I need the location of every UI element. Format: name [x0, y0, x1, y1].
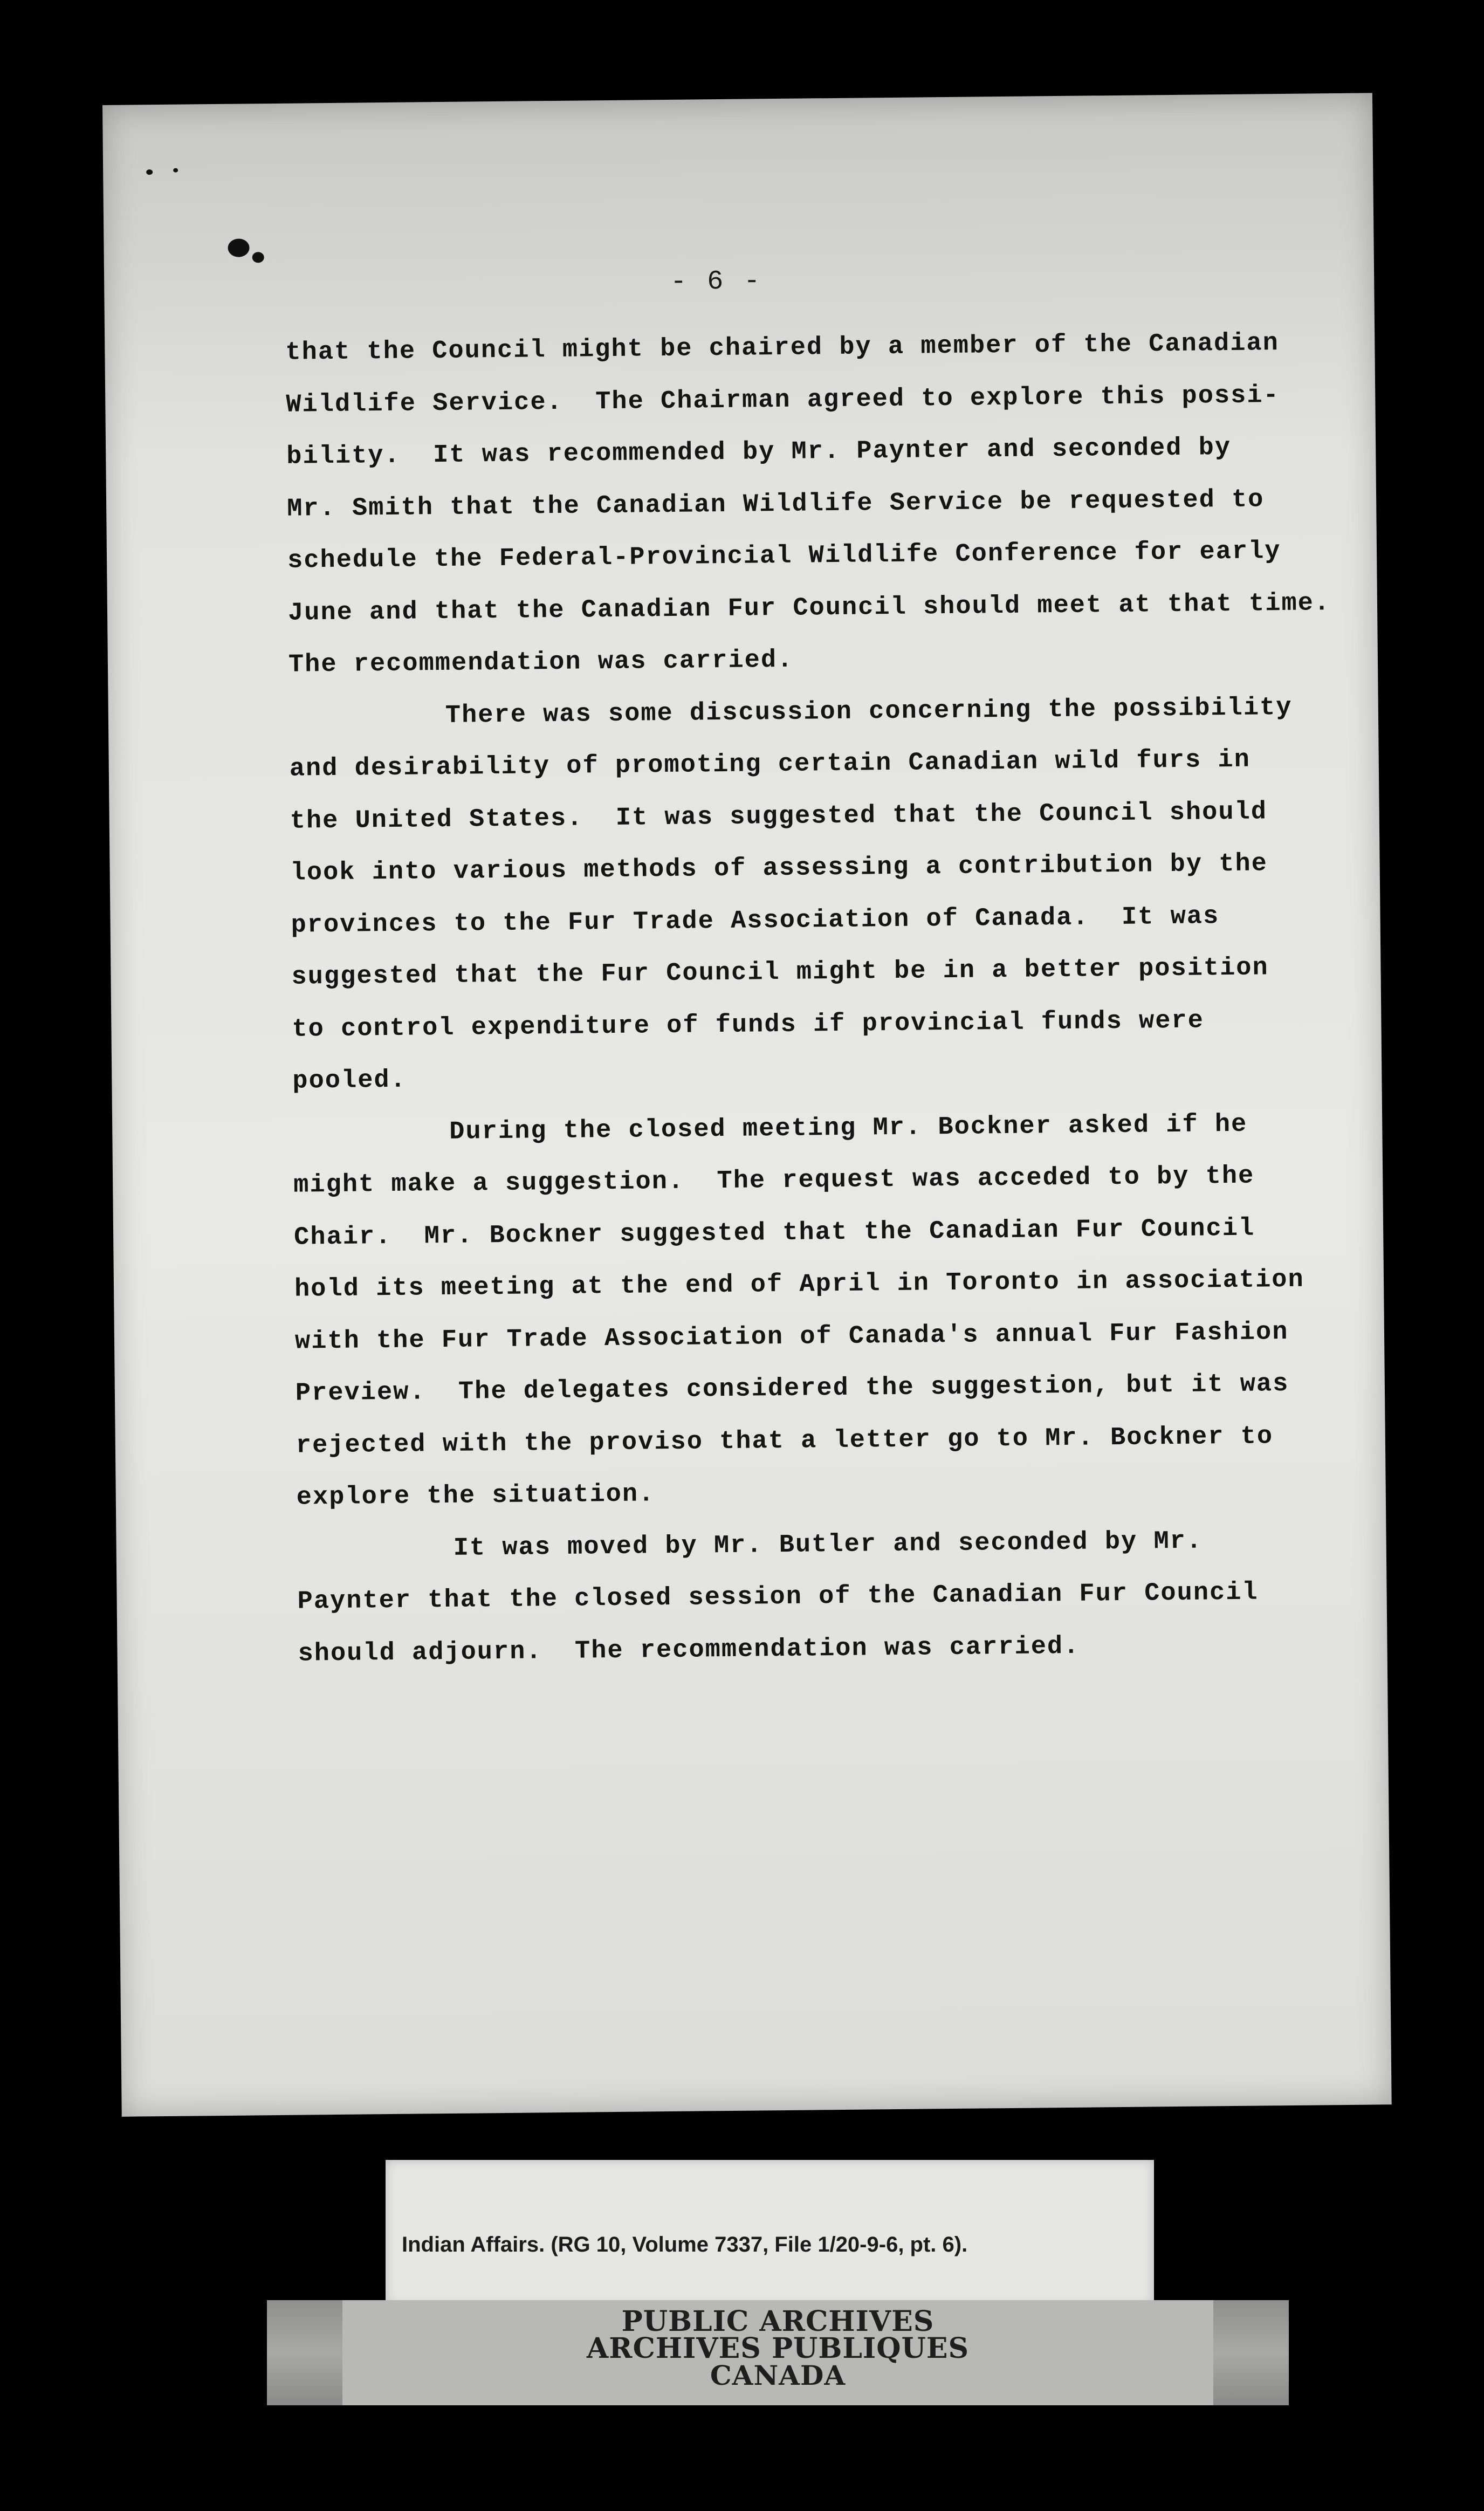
paragraph-4 — [297, 1514, 1334, 1680]
text-line: suggested that the Fur Council might be in a better position — [291, 953, 1269, 992]
text-line: the United States. It was suggested that the Council should — [290, 797, 1268, 836]
text-line: Chair. Mr. Bockner suggested that the Canadian Fur Council — [293, 1214, 1255, 1252]
archive-stamp-panel — [342, 2300, 1213, 2405]
ink-speck — [252, 252, 264, 263]
text-line: bility. It was recommended by Mr. Paynter and seconded by — [286, 433, 1232, 471]
text-line: During the closed meeting Mr. Bockner asked if he — [449, 1110, 1248, 1147]
document-page — [102, 93, 1392, 2116]
ink-speck — [228, 238, 249, 257]
stamp-line-archives-publiques: ARCHIVES PUBLIQUES — [586, 2332, 970, 2365]
stamp-line-public-archives: PUBLIC ARCHIVES — [621, 2305, 935, 2338]
paragraph-3 — [293, 1098, 1332, 1524]
text-line: provinces to the Fur Trade Association of Canada. It was — [291, 902, 1220, 940]
stamp-line-canada: CANADA — [710, 2359, 846, 2391]
text-line: that the Council might be chaired by a member of the Canadian — [285, 329, 1280, 367]
text-line: might make a suggestion. The request was acceded to by the — [293, 1162, 1255, 1200]
archive-reference-label — [386, 2160, 1154, 2306]
archive-reference-text: Indian Affairs. (RG 10, Volume 7337, File 1/20-9-6, pt. 6). — [402, 2233, 968, 2256]
text-line: hold its meeting at the end of April in Toronto in association — [294, 1265, 1304, 1304]
text-line: Preview. The delegates considered the suggestion, but it was — [295, 1369, 1289, 1408]
text-line: June and that the Canadian Fur Council should meet at that time. — [287, 588, 1331, 628]
text-line: and desirability of promoting certain Canadian wild furs in — [289, 745, 1251, 784]
paragraph-1 — [285, 317, 1331, 691]
text-line: The recommendation was carried. — [288, 646, 794, 680]
text-line: to control expenditure of funds if provincial funds were — [292, 1006, 1205, 1044]
text-line: explore the situation. — [296, 1480, 655, 1512]
page-number: - 6 - — [670, 266, 762, 298]
paragraph-2 — [288, 682, 1328, 1108]
ink-speck — [173, 168, 178, 173]
ink-speck — [146, 169, 153, 175]
text-line: It was moved by Mr. Butler and seconded by Mr. — [453, 1527, 1203, 1563]
text-line: look into various methods of assessing a contribution by the — [290, 849, 1268, 888]
text-line: pooled. — [292, 1066, 407, 1096]
text-line: schedule the Federal-Provincial Wildlife Conference for early — [287, 537, 1281, 575]
text-line: rejected with the proviso that a letter go to Mr. Bockner to — [296, 1422, 1274, 1460]
text-line: There was some discussion concerning the possibility — [445, 693, 1293, 730]
document-body — [285, 317, 1334, 1680]
text-line: Mr. Smith that the Canadian Wildlife Service be requested to — [286, 485, 1265, 524]
text-line: should adjourn. The recommendation was carried. — [298, 1632, 1080, 1669]
text-line: Wildlife Service. The Chairman agreed to explore this possi- — [286, 381, 1280, 420]
text-line: with the Fur Trade Association of Canada's annual Fur Fashion — [294, 1318, 1289, 1356]
text-line: Paynter that the closed session of the Canadian Fur Council — [297, 1578, 1259, 1616]
archive-stamp — [267, 2300, 1289, 2405]
